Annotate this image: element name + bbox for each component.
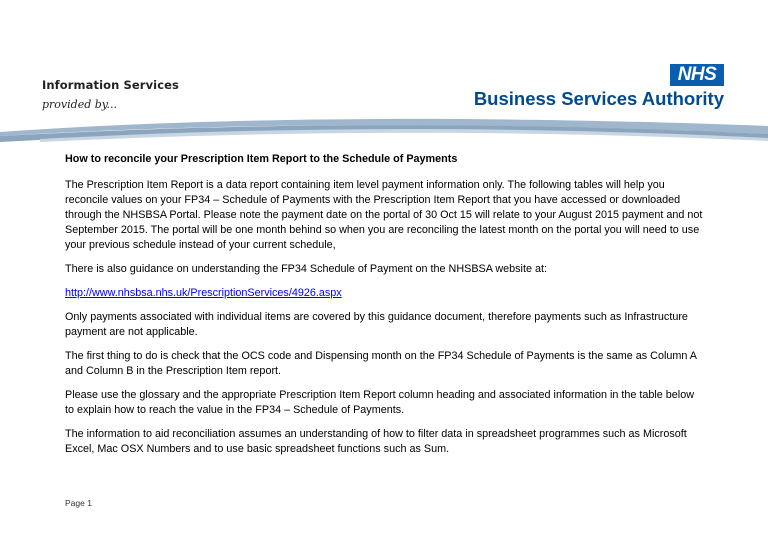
- page-number: Page 1: [65, 498, 92, 508]
- paragraph-first-check: The first thing to do is check that the OCS code and Dispensing month on the FP34 Schedule of Payments is the same as Column A and Column B in the Prescription Item report.: [65, 350, 697, 377]
- header-left: [42, 78, 179, 111]
- paragraph-spreadsheet: The information to aid reconciliation assumes an understanding of how to filter data in spreadsheet programmes such as Microsoft Excel, Mac OSX Numbers and to use basic spreadsheet functions such as Sum.: [65, 428, 687, 455]
- provided-by-subtitle: provided by...: [42, 98, 118, 111]
- paragraph-glossary: Please use the glossary and the appropriate Prescription Item Report column heading and associated information in the table below to explain how to reach the value in the FP34 – Schedule of Payments.: [65, 389, 694, 416]
- guidance-link[interactable]: [65, 286, 705, 301]
- guidance-link-text[interactable]: http://www.nhsbsa.nhs.uk/PrescriptionServices/4926.aspx: [65, 287, 342, 299]
- bsa-title: Business Services Authority: [473, 88, 724, 109]
- header-swoosh: [0, 112, 768, 152]
- nhs-logo: NHS: [670, 64, 724, 86]
- paragraph-intro: The Prescription Item Report is a data report containing item level payment information only. The following tables will help you reconcile values on your FP34 – Schedule of Payments with the Prescription Item Report that you have accessed or downloaded through the NHSBSA Portal. Please note the payment date on the portal of 30 Oct 15 will relate to your August 2015 payment and not September 2015. The portal will be one month behind so when you are reconciling the latest month on the portal you will need to use your previous schedule instead of your current schedule,: [65, 179, 703, 251]
- information-services-title: Information Services: [42, 78, 179, 92]
- paragraph-scope: Only payments associated with individual items are covered by this guidance document, therefore payments such as Infrastructure payment are not applicable.: [65, 311, 688, 338]
- document-body: [65, 152, 705, 466]
- document-heading: How to reconcile your Prescription Item Report to the Schedule of Payments: [65, 153, 458, 165]
- paragraph-guidance: There is also guidance on understanding the FP34 Schedule of Payment on the NHSBSA website at:: [65, 263, 547, 275]
